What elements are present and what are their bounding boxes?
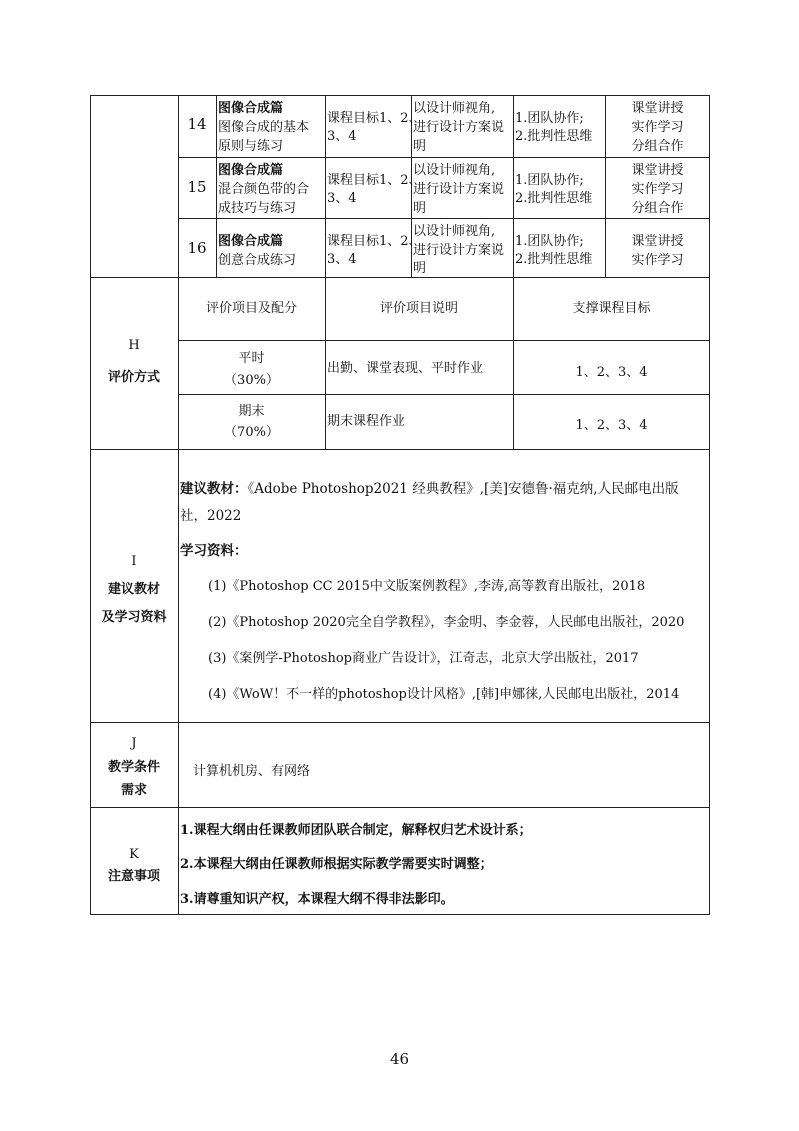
section-divider [90,449,710,450]
form-line: 课堂讲授 [631,101,684,116]
section-letter: I [131,554,137,569]
eval-pct: （70%） [224,425,279,440]
section-letter: H [128,338,140,353]
note-item: 2.本课程大纲由任课教师根据实际教学需要实时调整； [180,857,493,872]
section-divider [90,277,710,278]
row-divider [178,394,710,395]
textbook-text: 《Adobe Photoshop2021 经典教程》,[美]安德鲁·福克纳,人民邮电出版 [247,481,679,497]
col-divider [178,95,179,915]
topic-title: 图像合成篇 [218,163,284,178]
eval-goals: 1、2、3、4 [575,365,648,380]
method-line: 进行设计方案说 [413,243,505,258]
section-label: 教学条件 [107,760,160,775]
eval-header-goals: 支撑课程目标 [572,301,651,316]
study-item: (2)《Photoshop 2020完全自学教程》，李金明、李金蓉，人民邮电出版社，2020 [208,615,685,630]
section-label: 需求 [120,783,147,798]
topic-line: 原则与练习 [218,139,284,154]
study-item: (4)《WoW！不一样的photoshop设计风格》,[韩]申娜徕,人民邮电出版社，2014 [208,687,680,702]
method-line: 明 [413,139,427,154]
form-line: 分组合作 [631,139,684,154]
method-line: 进行设计方案说 [413,120,505,135]
ideo-line: 1.团队协作; [515,234,584,249]
section-label: 注意事项 [107,869,160,884]
week-number: 14 [187,115,207,133]
eval-desc: 期末课程作业 [327,414,406,429]
goal-line: 3、4 [327,129,357,144]
form-line: 课堂讲授 [631,234,684,249]
study-item: (1)《Photoshop CC 2015中文版案例教程》,李涛,高等教育出版社，2018 [208,579,646,594]
topic-line: 图像合成的基本 [218,120,310,135]
method-line: 以设计师视角, [413,224,496,239]
goal-line: 3、4 [327,252,357,267]
goal-line: 3、4 [327,191,357,206]
study-label: 学习资料： [180,543,248,559]
row-divider [178,157,710,158]
note-item: 3.请尊重知识产权，本课程大纲不得非法影印。 [180,892,454,907]
eval-header-desc: 评价项目说明 [379,301,458,316]
col-divider [325,95,326,449]
topic-title: 图像合成篇 [218,234,284,249]
ideo-line: 2.批判性思维 [515,129,593,144]
eval-item: 平时 [238,351,265,366]
form-line: 实作学习 [631,182,684,197]
form-line: 分组合作 [631,201,684,216]
ideo-line: 1.团队协作; [515,111,584,126]
textbook-label: 建议教材： [180,481,248,497]
goal-line: 课程目标1、2、 [327,173,422,188]
eval-pct: （30%） [224,373,279,388]
week-number: 15 [187,178,207,196]
textbook-line-cont: 社，2022 [180,508,242,524]
eval-goals: 1、2、3、4 [575,418,648,433]
conditions-text: 计算机机房、有网络 [193,764,311,779]
method-line: 以设计师视角, [413,101,496,116]
ideo-line: 2.批判性思维 [515,252,593,267]
topic-title: 图像合成篇 [218,101,284,116]
section-letter: J [131,736,137,751]
note-item: 1.课程大纲由任课教师团队联合制定，解释权归艺术设计系； [180,823,532,838]
form-line: 实作学习 [631,253,684,268]
section-divider [90,722,710,723]
col-divider [513,95,514,449]
ideo-line: 1.团队协作; [515,173,584,188]
topic-line: 成技巧与练习 [218,201,297,216]
row-divider [178,340,710,341]
col-divider [216,95,217,277]
eval-header-item: 评价项目及配分 [205,301,297,316]
goal-line: 课程目标1、2、 [327,111,422,126]
section-letter: K [129,847,139,862]
row-divider [178,218,710,219]
method-line: 以设计师视角, [413,163,496,178]
form-line: 课堂讲授 [631,163,684,178]
section-label: 建议教材 [107,582,160,597]
goal-line: 课程目标1、2、 [327,234,422,249]
method-line: 明 [413,261,427,276]
form-line: 实作学习 [631,120,684,135]
topic-line: 创意合成练习 [218,253,297,268]
method-line: 明 [413,201,427,216]
method-line: 进行设计方案说 [413,182,505,197]
section-divider [90,807,710,808]
textbook-line [180,481,679,498]
ideo-line: 2.批判性思维 [515,191,593,206]
study-item: (3)《案例学-Photoshop商业广告设计》，江奇志，北京大学出版社，2017 [208,651,639,666]
page-number: 46 [389,1050,410,1068]
eval-item: 期末 [238,404,265,419]
topic-line: 混合颜色带的合 [218,182,310,197]
section-label: 及学习资料 [101,610,167,625]
section-label: 评价方式 [107,370,160,385]
eval-desc: 出勤、课堂表现、平时作业 [327,361,484,376]
week-number: 16 [187,239,207,257]
